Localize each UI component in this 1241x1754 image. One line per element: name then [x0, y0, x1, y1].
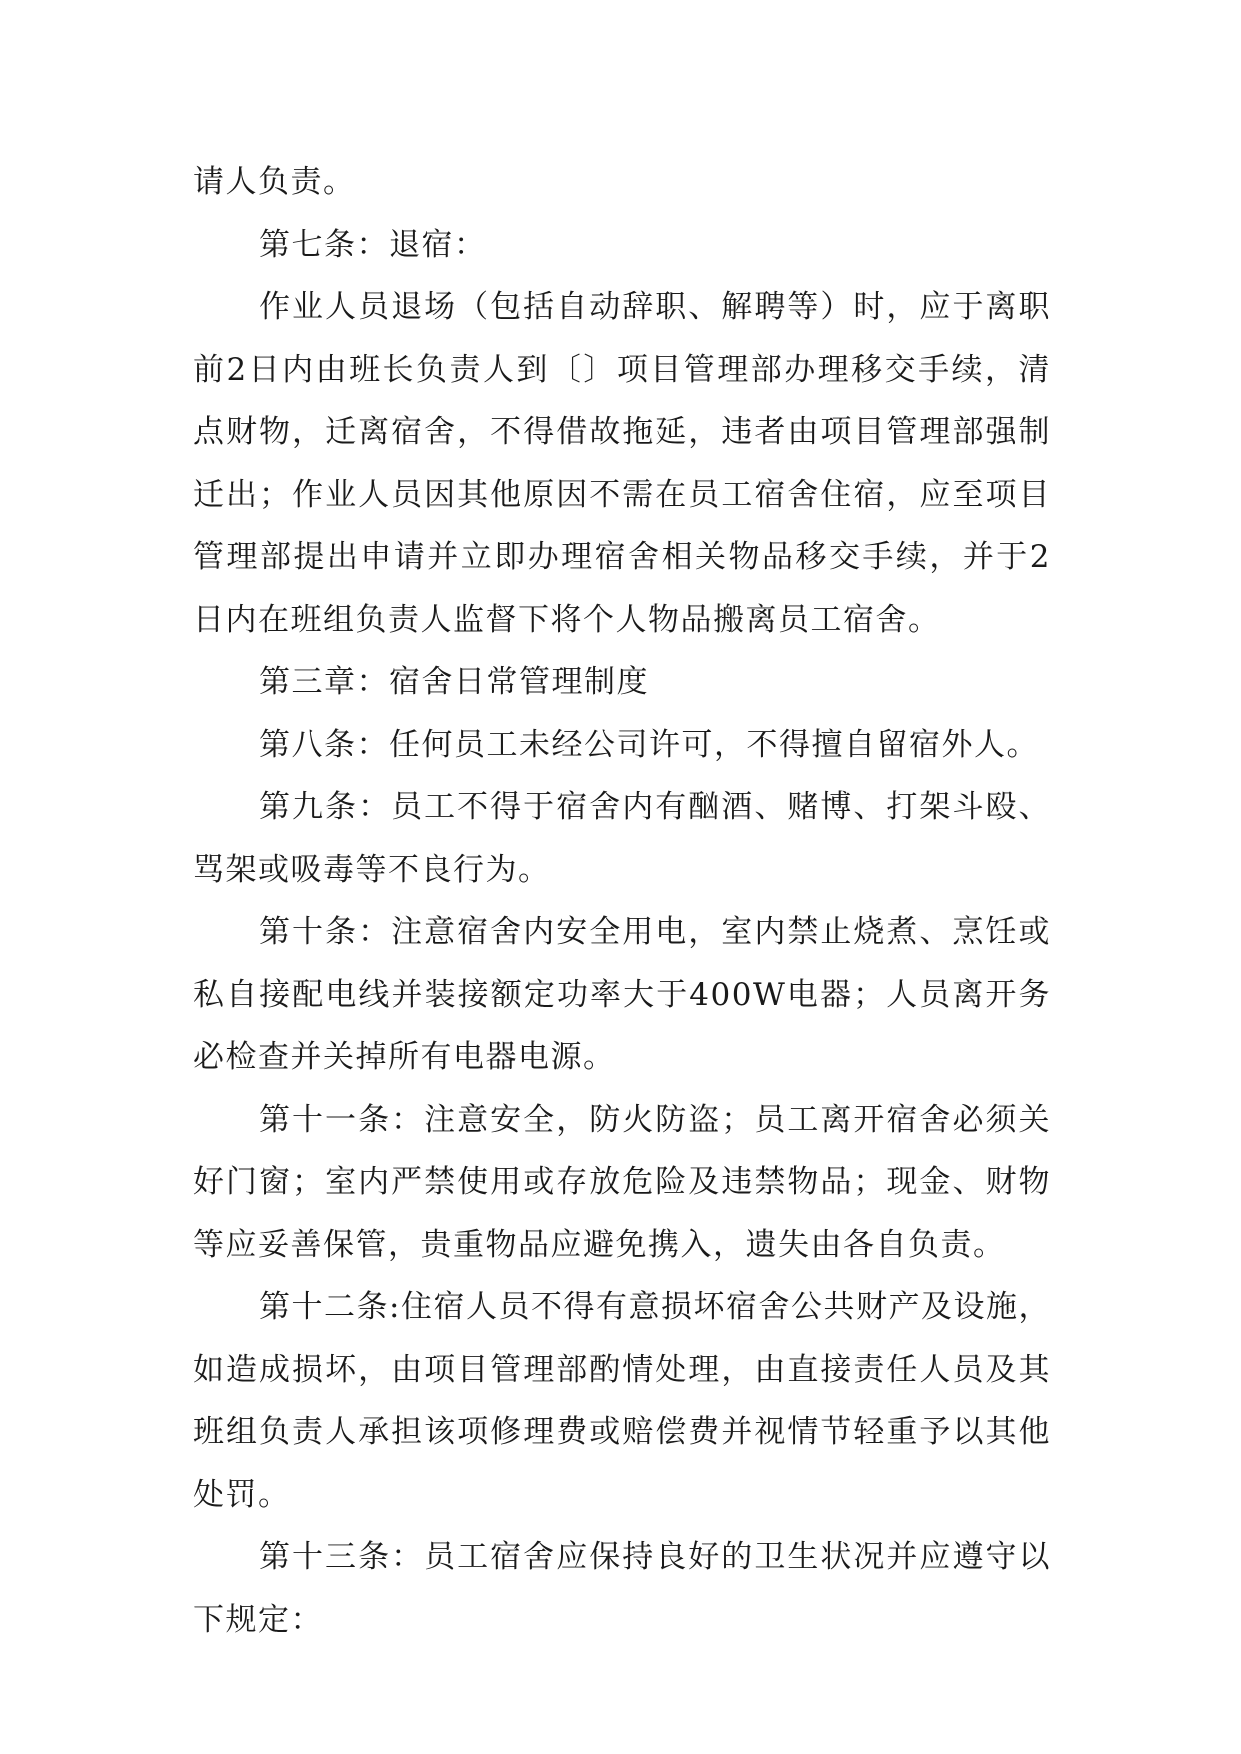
article-12: 第十二条:住宿人员不得有意损坏宿舍公共财产及设施，如造成损坏，由项目管理部酌情处理，由直接责任人员及其班组负责人承担该项修理费或赔偿费并视情节轻重予以其他处罚。 — [193, 1289, 1051, 1513]
article-10: 第十条：注意宿舍内安全用电，室内禁止烧煮、烹饪或私自接配电线并装接额定功率大于400W电器；人员离开务必检查并关掉所有电器电源。 — [193, 914, 1051, 1075]
article-7-heading: 第七条：退宿： — [259, 226, 487, 263]
article-9: 第九条：员工不得于宿舍内有酗酒、赌博、打架斗殴、骂架或吸毒等不良行为。 — [193, 789, 1051, 888]
article-8: 第八条：任何员工未经公司许可，不得擅自留宿外人。 — [259, 726, 1039, 763]
chapter-3-heading: 第三章：宿舍日常管理制度 — [259, 664, 649, 700]
body-text — [193, 151, 1051, 1651]
paragraph-continuation: 请人负责。 — [193, 164, 356, 200]
article-13: 第十三条：员工宿舍应保持良好的卫生状况并应遵守以下规定： — [193, 1539, 1051, 1638]
article-7-body: 作业人员退场（包括自动辞职、解聘等）时，应于离职前2日内由班长负责人到〔〕项目管理部办理移交手续，清点财物，迁离宿舍，不得借故拖延，违者由项目管理部强制迁出；作业人员因其他原因不需在员工宿舍住宿，应至项目管理部提出申请并立即办理宿舍相关物品移交手续，并于2日内在班组负责人监督下将个人物品搬离员工宿舍。 — [193, 289, 1051, 638]
article-11: 第十一条：注意安全，防火防盗；员工离开宿舍必须关好门窗；室内严禁使用或存放危险及违禁物品；现金、财物等应妥善保管，贵重物品应避免携入，遗失由各自负责。 — [193, 1101, 1051, 1263]
